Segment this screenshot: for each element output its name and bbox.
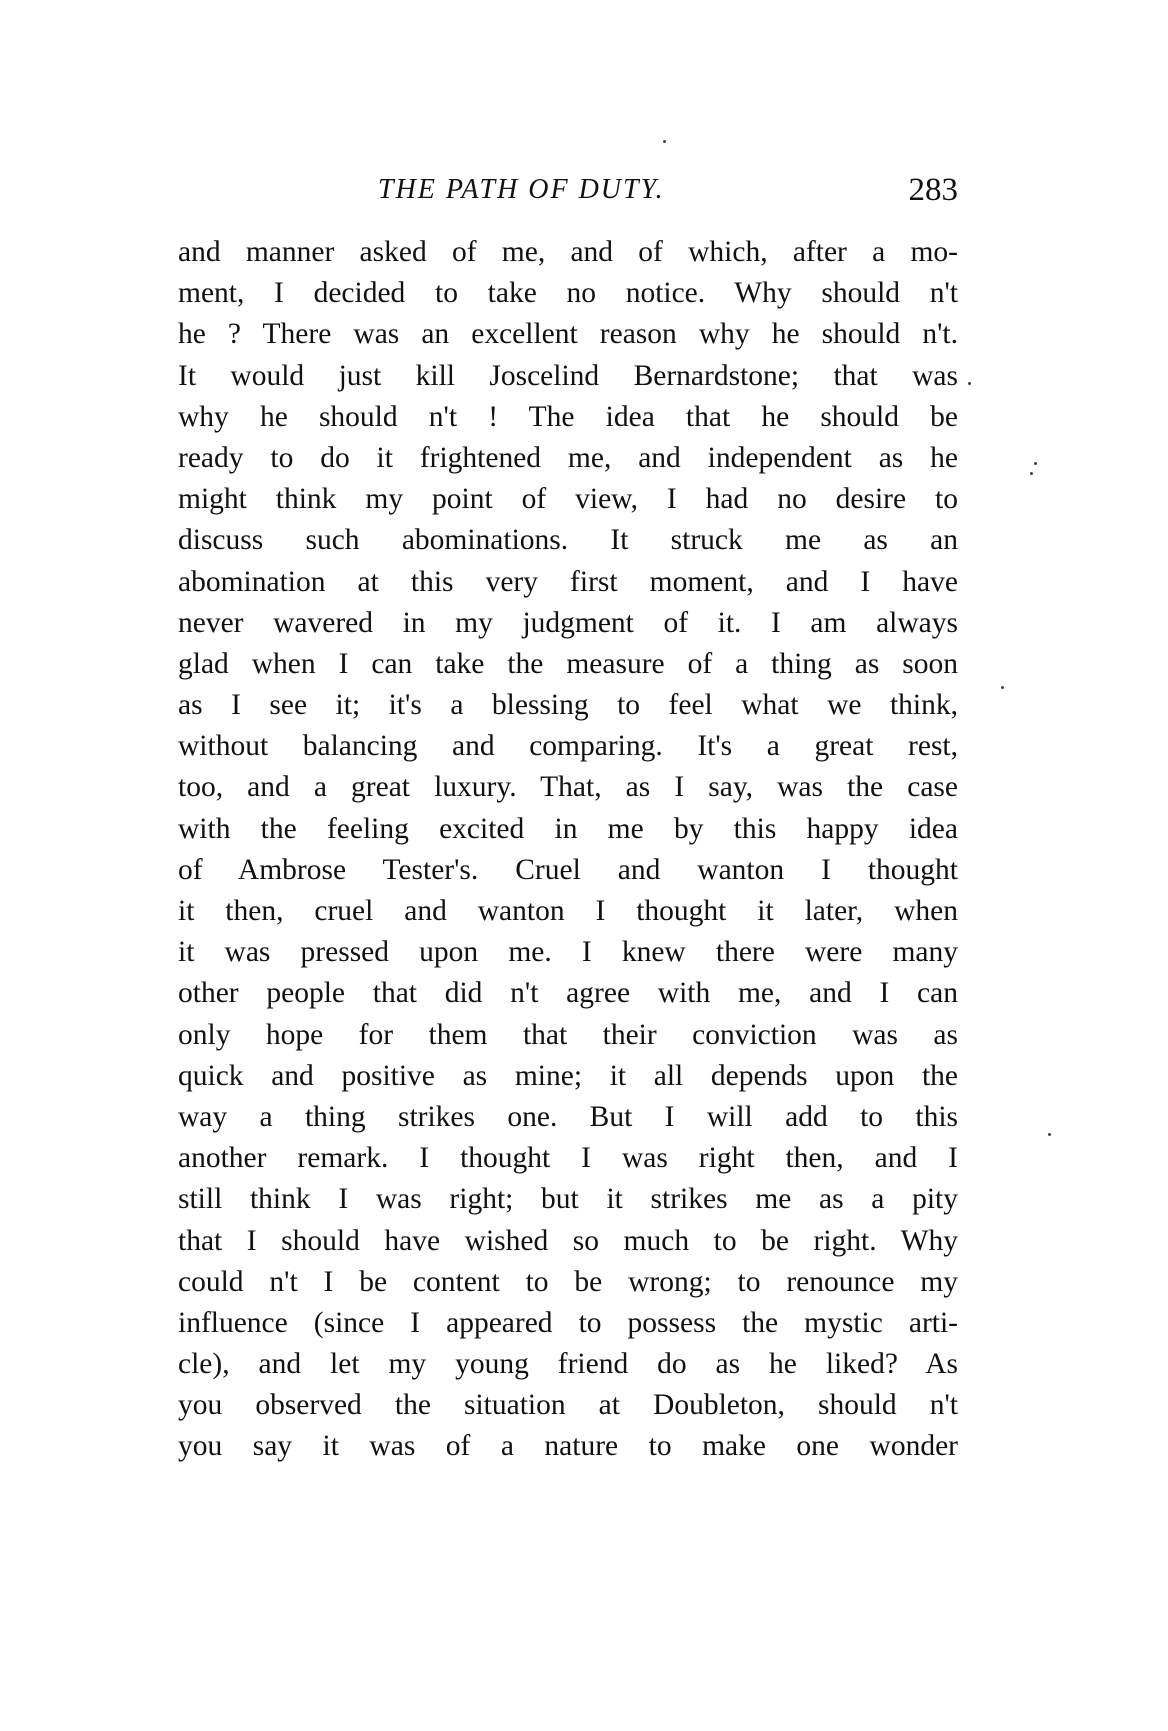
text-line: glad when I can take the measure of a thing as soon	[178, 647, 958, 680]
text-line: way a thing strikes one. But I will add to this	[178, 1100, 958, 1133]
text-line: you observed the situation at Doubleton, should n't	[178, 1389, 958, 1422]
text-line: cle), and let my young friend do as he liked? As	[178, 1348, 958, 1381]
text-line: and manner asked of me, and of which, after a mo-	[178, 236, 958, 268]
text-line: It would just kill Joscelind Bernardstone; that was	[178, 359, 958, 392]
text-line: other people that did n't agree with me, and I can	[178, 977, 958, 1010]
text-line: it then, cruel and wanton I thought it later, when	[178, 895, 958, 927]
text-line: he ? There was an excellent reason why he should n't.	[178, 318, 958, 351]
text-line: quick and positive as mine; it all depends upon the	[178, 1059, 958, 1092]
running-title: THE PATH OF DUTY.	[378, 174, 665, 205]
scan-speck	[663, 140, 666, 143]
text-line: abomination at this very first moment, and I have	[178, 565, 958, 598]
text-line: only hope for them that their conviction was as	[178, 1018, 958, 1051]
scan-speck	[1048, 1133, 1051, 1136]
scan-speck	[1034, 462, 1037, 465]
text-line: could n't I be content to be wrong; to renounce my	[178, 1265, 958, 1298]
text-line: you say it was of a nature to make one wonder	[178, 1430, 958, 1463]
text-line: influence (since I appeared to possess the mystic arti-	[178, 1306, 958, 1339]
scan-speck	[1030, 472, 1033, 475]
running-head	[178, 168, 958, 218]
page-number: 283	[908, 172, 958, 208]
text-line: why he should n't ! The idea that he should be	[178, 400, 958, 433]
text-line: too, and a great luxury. That, as I say, was the case	[178, 771, 958, 804]
text-line: without balancing and comparing. It's a great rest,	[178, 730, 958, 763]
text-line: another remark. I thought I was right then, and I	[178, 1142, 958, 1175]
scan-speck	[1001, 686, 1004, 689]
text-line: ment, I decided to take no notice. Why should n't	[178, 277, 958, 310]
text-line: still think I was right; but it strikes me as a pity	[178, 1183, 958, 1216]
text-line: ready to do it frightened me, and independent as he	[178, 441, 958, 474]
text-line: it was pressed upon me. I knew there were many	[178, 936, 958, 969]
text-line: that I should have wished so much to be right. Why	[178, 1224, 958, 1257]
text-line: never wavered in my judgment of it. I am always	[178, 606, 958, 639]
text-line: with the feeling excited in me by this happy idea	[178, 812, 958, 845]
scan-speck	[968, 382, 971, 385]
text-line: as I see it; it's a blessing to feel what we think,	[178, 689, 958, 722]
text-line: discuss such abominations. It struck me as an	[178, 524, 958, 557]
body-text	[178, 232, 958, 1468]
text-line: of Ambrose Tester's. Cruel and wanton I thought	[178, 853, 958, 886]
text-line: might think my point of view, I had no desire to	[178, 483, 958, 516]
